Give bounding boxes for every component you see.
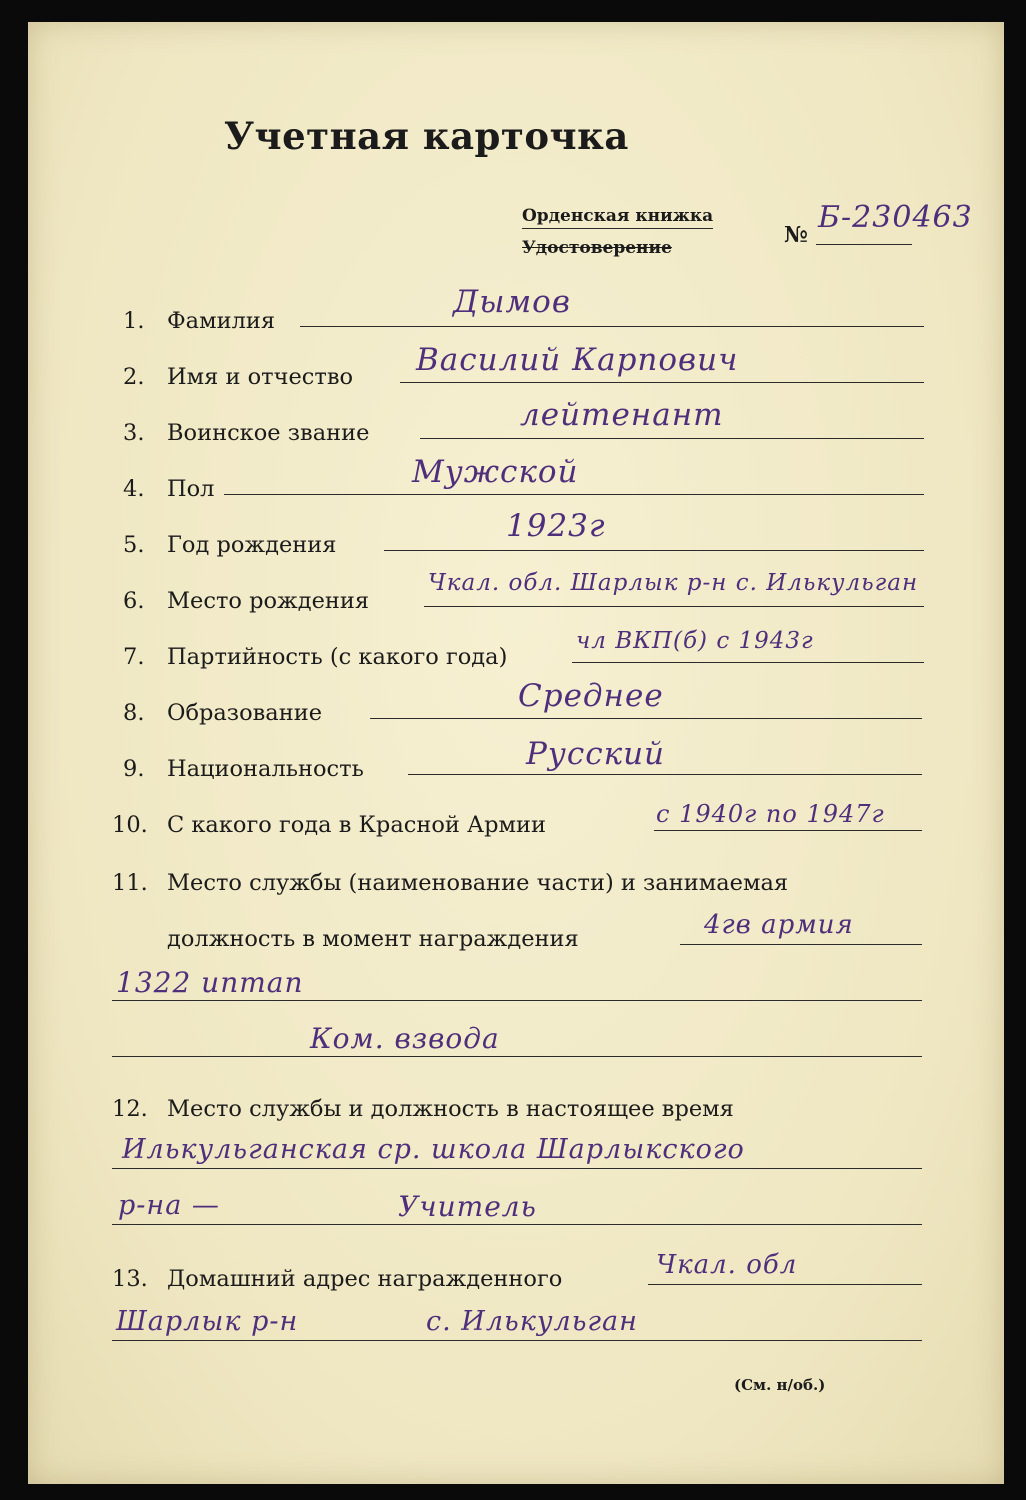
- field-3-line: [420, 438, 924, 439]
- field-1-line: [300, 326, 924, 327]
- footer-note: (См. н/об.): [734, 1376, 826, 1394]
- field-13-line1: [648, 1284, 922, 1285]
- field-6-value: Чкал. обл. Шарлык р-н с. Илькульган: [428, 570, 919, 596]
- field-6-line: [424, 606, 924, 607]
- field-12-line2: [112, 1224, 922, 1225]
- field-5-line: [384, 550, 924, 551]
- field-10-value: с 1940г по 1947г: [656, 800, 885, 828]
- field-12-value2a: р-на —: [118, 1190, 220, 1221]
- field-11-value2: 1322 иптап: [116, 966, 304, 999]
- field-11-line3: [112, 1056, 922, 1057]
- field-9-line: [408, 774, 922, 775]
- field-5-value: 1923г: [506, 508, 606, 544]
- field-9-label: Национальность: [167, 756, 364, 782]
- field-6-label: Место рождения: [167, 588, 370, 614]
- field-12-label: Место службы и должность в настоящее время: [167, 1096, 734, 1122]
- field-12-line1: [112, 1168, 922, 1169]
- field-13-line2: [112, 1340, 922, 1341]
- field-2-label: Имя и отчество: [167, 364, 354, 390]
- order-book-number: Б-230463: [818, 200, 973, 235]
- field-5-number: 5.: [123, 532, 145, 558]
- field-12-value2b: Учитель: [398, 1190, 537, 1223]
- record-card: [28, 22, 1004, 1484]
- field-2-number: 2.: [123, 364, 145, 390]
- field-11-number: 11.: [112, 870, 148, 896]
- field-7-label: Партийность (с какого года): [167, 644, 508, 670]
- field-13-value2a: Шарлык р-н: [116, 1306, 299, 1337]
- field-10-line: [654, 830, 922, 831]
- field-4-label: Пол: [167, 476, 215, 502]
- field-7-number: 7.: [123, 644, 145, 670]
- field-11-line2: [112, 1000, 922, 1001]
- field-7-value: чл ВКП(б) с 1943г: [576, 628, 814, 654]
- field-3-value: лейтенант: [520, 397, 724, 433]
- field-12-number: 12.: [112, 1096, 148, 1122]
- card-title: Учетная карточка: [224, 114, 629, 158]
- field-9-number: 9.: [123, 756, 145, 782]
- field-1-value: Дымов: [453, 284, 571, 320]
- field-13-number: 13.: [112, 1266, 148, 1292]
- field-4-line: [224, 494, 924, 495]
- field-8-label: Образование: [167, 700, 323, 726]
- field-6-number: 6.: [123, 588, 145, 614]
- field-10-label: С какого года в Красной Армии: [167, 812, 546, 838]
- field-8-line: [370, 718, 922, 719]
- field-11-line1: [680, 944, 922, 945]
- field-3-label: Воинское звание: [167, 420, 370, 446]
- field-1-label: Фамилия: [167, 308, 276, 334]
- field-10-number: 10.: [112, 812, 148, 838]
- certificate-label: Удостоверение: [522, 238, 672, 258]
- field-11-value3: Ком. взвода: [310, 1022, 500, 1055]
- number-sign: №: [784, 222, 808, 248]
- field-13-value1: Чкал. обл: [656, 1250, 798, 1280]
- field-13-label: Домашний адрес награжденного: [167, 1266, 563, 1292]
- field-4-number: 4.: [123, 476, 145, 502]
- field-3-number: 3.: [123, 420, 145, 446]
- number-underline: [816, 244, 912, 245]
- field-5-label: Год рождения: [167, 532, 337, 558]
- field-8-number: 8.: [123, 700, 145, 726]
- field-11-label-line1: Место службы (наименование части) и занимаемая: [167, 870, 789, 896]
- field-12-value1: Илькульганская ср. школа Шарлыкского: [122, 1134, 745, 1165]
- field-11-label-line2: должность в момент награждения: [167, 926, 579, 952]
- field-11-value1: 4гв армия: [704, 910, 854, 940]
- field-4-value: Мужской: [412, 454, 579, 490]
- order-book-label: Орденская книжка: [522, 206, 713, 229]
- field-2-line: [400, 382, 924, 383]
- field-9-value: Русский: [526, 736, 666, 772]
- field-1-number: 1.: [123, 308, 145, 334]
- field-7-line: [572, 662, 924, 663]
- field-13-value2b: с. Илькульган: [426, 1306, 638, 1337]
- field-2-value: Василий Карпович: [416, 342, 739, 378]
- field-8-value: Среднее: [518, 678, 664, 714]
